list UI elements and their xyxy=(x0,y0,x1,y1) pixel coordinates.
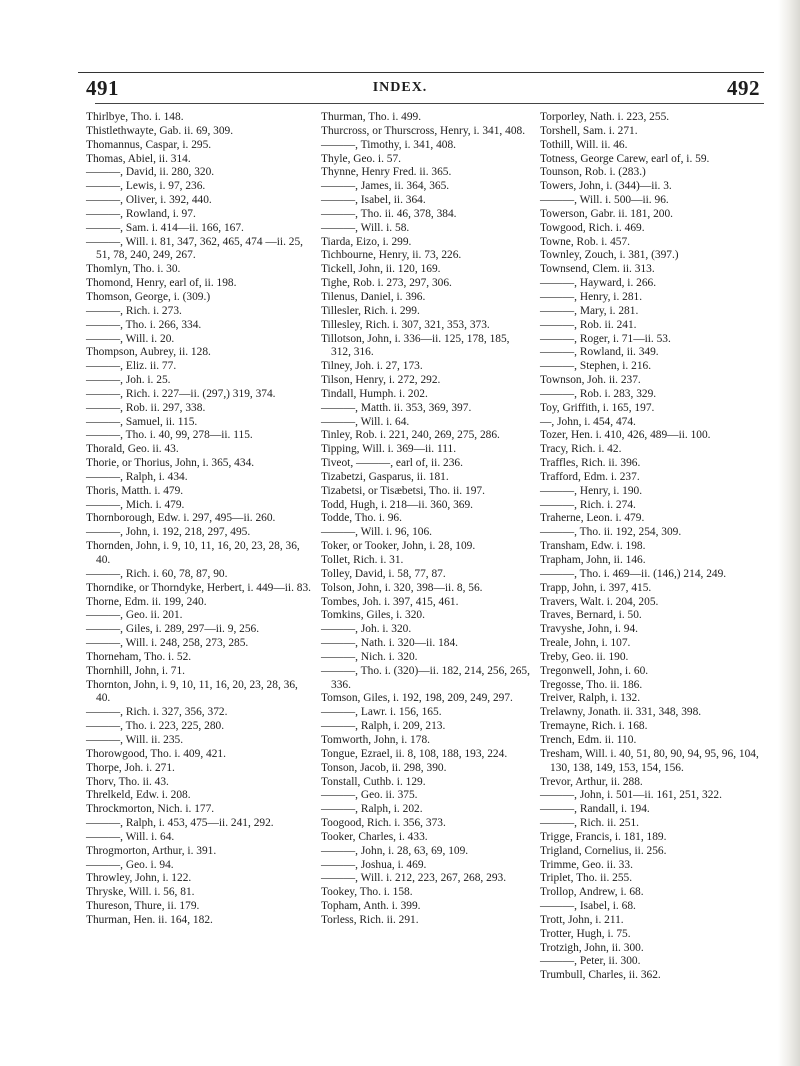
index-entry: ———, Rich. ii. 251. xyxy=(540,817,640,830)
index-entry: ———, John, i. 501—ii. 161, 251, 322. xyxy=(540,789,722,802)
index-entry: ———, Will. i. 20. xyxy=(86,332,175,345)
index-entry: ———, Henry, i. 190. xyxy=(540,484,643,497)
index-entry: Trench, Edm. ii. 110. xyxy=(540,733,637,746)
index-entry: Towers, John, i. (344)—ii. 3. xyxy=(540,180,672,193)
index-entry: Trott, John, i. 211. xyxy=(540,913,624,926)
index-entry: ———, John, i. 28, 63, 69, 109. xyxy=(321,844,469,857)
index-entry: Treby, Geo. ii. 190. xyxy=(540,650,629,663)
index-entry: ———, Tho. i. 469—ii. (146,) 214, 249. xyxy=(540,567,727,580)
index-entry: ———, Will. i. 212, 223, 267, 268, 293. xyxy=(321,872,507,885)
index-entry: Tilenus, Daniel, i. 396. xyxy=(321,290,426,303)
index-entry: Tolley, David, i. 58, 77, 87. xyxy=(321,567,446,580)
index-entry: Thomson, George, i. (309.) xyxy=(86,290,211,303)
index-entry: ———, Nath. i. 320—ii. 184. xyxy=(321,637,458,650)
right-page-number: 492 xyxy=(727,76,760,100)
index-entry: Tilson, Henry, i. 272, 292. xyxy=(321,374,441,387)
index-entry: ———, Geo. i. 94. xyxy=(86,858,174,871)
index-entry: Thomannus, Caspar, i. 295. xyxy=(86,138,212,151)
index-entry: ———, Mary, i. 281. xyxy=(540,304,639,317)
index-entry: Thomlyn, Tho. i. 30. xyxy=(86,263,181,276)
index-column-3 xyxy=(540,111,770,983)
index-entry: Tiveot, ———, earl of, ii. 236. xyxy=(321,457,463,470)
page-title: INDEX. xyxy=(372,80,428,95)
index-entry: Tolson, John, i. 320, 398—ii. 8, 56. xyxy=(321,581,483,594)
index-entry: Thornborough, Edw. i. 297, 495—ii. 260. xyxy=(86,512,276,525)
index-entry: ———, Will. i. 64. xyxy=(321,415,410,428)
index-entry: Treale, John, i. 107. xyxy=(540,637,631,650)
index-entry: ———, Joh. i. 320. xyxy=(321,623,412,636)
index-entry: ———, Hayward, i. 266. xyxy=(540,277,657,290)
index-entry: ———, Tho. ii. 192, 254, 309. xyxy=(540,526,682,539)
index-entry: Tillesley, Rich. i. 307, 321, 353, 373. xyxy=(321,318,490,331)
index-entry: Tremayne, Rich. i. 168. xyxy=(540,720,648,733)
index-entry: ———, Geo. ii. 201. xyxy=(86,609,183,622)
index-entry: ———, Roger, i. 71—ii. 53. xyxy=(540,332,671,345)
index-entry: —, John, i. 454, 474. xyxy=(540,415,636,428)
index-entry: ———, Samuel, ii. 115. xyxy=(86,415,198,428)
header-rule xyxy=(95,103,764,104)
index-entry: ———, James, ii. 364, 365. xyxy=(321,180,450,193)
index-entry: Threlkeld, Edw. i. 208. xyxy=(86,789,191,802)
index-entry: Traffles, Rich. ii. 396. xyxy=(540,457,641,470)
index-entry: Trapham, John, ii. 146. xyxy=(540,554,646,566)
index-entry: Thirlbye, Tho. i. 148. xyxy=(86,111,184,123)
index-entry: Totness, George Carew, earl of, i. 59. xyxy=(540,152,710,165)
index-entry: Toker, or Tooker, John, i. 28, 109. xyxy=(321,540,476,553)
index-entry: Tickell, John, ii. 120, 169. xyxy=(321,263,441,276)
index-entry: Tillesler, Rich. i. 299. xyxy=(321,304,420,317)
index-entry: Thorald, Geo. ii. 43. xyxy=(86,443,179,456)
index-entry: ———, Will. i. 64. xyxy=(86,830,175,843)
index-entry: Thynne, Henry Fred. ii. 365. xyxy=(321,166,452,179)
index-entry: ———, Lewis, i. 97, 236. xyxy=(86,180,206,193)
index-entry: Trotzigh, John, ii. 300. xyxy=(540,941,644,954)
index-entry: Trevor, Arthur, ii. 288. xyxy=(540,775,643,788)
index-entry: Throwley, John, i. 122. xyxy=(86,872,192,885)
index-entry: Thompson, Aubrey, ii. 128. xyxy=(86,346,211,359)
index-entry: Tizabetsi, or Tisæbetsi, Tho. ii. 197. xyxy=(321,484,485,497)
index-entry: Thurman, Tho. i. 499. xyxy=(321,111,422,123)
index-entry: ———, Rowland, ii. 349. xyxy=(540,346,659,359)
index-entry: Toogood, Rich. i. 356, 373. xyxy=(321,817,446,830)
index-entry: Triplet, Tho. ii. 255. xyxy=(540,872,633,885)
index-entry: Tozer, Hen. i. 410, 426, 489—ii. 100. xyxy=(540,429,711,442)
index-entry: Tomson, Giles, i. 192, 198, 209, 249, 297. xyxy=(321,692,513,705)
index-entry: Traves, Bernard, i. 50. xyxy=(540,609,642,622)
index-entry: Thureson, Thure, ii. 179. xyxy=(86,900,200,913)
index-entry: Tresham, Will. i. 40, 51, 80, 90, 94, 95, 96, 104, 130, 138, 149, 153, 154, 156. xyxy=(540,747,759,774)
index-entry: Thorowgood, Tho. i. 409, 421. xyxy=(86,747,226,760)
index-entry: Thyle, Geo. i. 57. xyxy=(321,152,402,165)
index-entry: Thorpe, Joh. i. 271. xyxy=(86,761,175,774)
index-entry: Tighe, Rob. i. 273, 297, 306. xyxy=(321,277,452,290)
index-entry: Trimme, Geo. ii. 33. xyxy=(540,858,633,871)
top-rule xyxy=(78,72,764,73)
index-entry: Trigge, Francis, i. 181, 189. xyxy=(540,830,667,843)
index-entry: Tomworth, John, i. 178. xyxy=(321,733,430,746)
index-entry: ———, Joh. i. 25. xyxy=(86,374,171,387)
index-entry: ———, Geo. ii. 375. xyxy=(321,789,418,802)
index-entry: ———, Ralph, i. 434. xyxy=(86,470,188,483)
index-entry: Thorv, Tho. ii. 43. xyxy=(86,775,169,788)
index-entry: Torless, Rich. ii. 291. xyxy=(321,913,419,926)
index-entry: Townley, Zouch, i. 381, (397.) xyxy=(540,249,679,262)
index-entry: ———, Rich. i. 273. xyxy=(86,304,182,317)
index-entry: Trelawny, Jonath. ii. 331, 348, 398. xyxy=(540,706,702,719)
index-entry: Tookey, Tho. i. 158. xyxy=(321,886,413,899)
index-entry: Tollet, Rich. i. 31. xyxy=(321,554,404,566)
index-entry: Tounson, Rob. i. (283.) xyxy=(540,166,646,179)
page-edge xyxy=(778,0,800,1066)
index-entry: Tomkins, Giles, i. 320. xyxy=(321,609,425,622)
index-entry: Throckmorton, Nich. i. 177. xyxy=(86,803,215,816)
index-entry: Transham, Edw. i. 198. xyxy=(540,540,646,553)
index-entry: Townsend, Clem. ii. 313. xyxy=(540,263,655,276)
index-column-1 xyxy=(86,111,312,928)
index-entry: ———, Sam. i. 414—ii. 166, 167. xyxy=(86,221,244,234)
index-entry: Todd, Hugh, i. 218—ii. 360, 369. xyxy=(321,498,474,511)
index-entry: Tongue, Ezrael, ii. 8, 108, 188, 193, 224. xyxy=(321,747,508,760)
index-entry: Townson, Joh. ii. 237. xyxy=(540,374,641,387)
index-entry: ———, Tho. i. (320)—ii. 182, 214, 256, 265, 336. xyxy=(321,664,530,691)
index-entry: ———, Isabel, ii. 364. xyxy=(321,194,426,207)
index-entry: Tothill, Will. ii. 46. xyxy=(540,138,628,151)
index-entry: Tregonwell, John, i. 60. xyxy=(540,664,649,677)
index-entry: ———, Rich. i. 227—ii. (297,) 319, 374. xyxy=(86,387,276,400)
index-entry: ———, Rich. i. 274. xyxy=(540,498,636,511)
index-entry: ———, Tho. i. 40, 99, 278—ii. 115. xyxy=(86,429,253,442)
index-entry: ———, Ralph, i. 453, 475—ii. 241, 292. xyxy=(86,817,274,830)
index-entry: ———, Peter, ii. 300. xyxy=(540,955,641,968)
index-entry: ———, Timothy, i. 341, 408. xyxy=(321,138,457,151)
index-entry: Todde, Tho. i. 96. xyxy=(321,512,402,525)
index-entry: Thryske, Will. i. 56, 81. xyxy=(86,886,195,899)
index-entry: ———, Giles, i. 289, 297—ii. 9, 256. xyxy=(86,623,260,636)
index-entry: Tillotson, John, i. 336—ii. 125, 178, 185, 312, 316. xyxy=(321,332,510,359)
index-entry: Thomond, Henry, earl of, ii. 198. xyxy=(86,277,237,290)
index-entry: ———, Will. i. 58. xyxy=(321,221,410,234)
index-entry: Thorie, or Thorius, John, i. 365, 434. xyxy=(86,457,255,470)
index-entry: Torshell, Sam. i. 271. xyxy=(540,124,638,137)
index-entry: ———, Rob. ii. 297, 338. xyxy=(86,401,206,414)
index-entry: ———, Rowland, i. 97. xyxy=(86,207,196,220)
index-entry: ———, Will. i. 81, 347, 362, 465, 474 —ii. 25, 51, 78, 240, 249, 267. xyxy=(86,235,304,262)
index-entry: ———, Tho. ii. 46, 378, 384. xyxy=(321,207,457,220)
index-entry: ———, Joshua, i. 469. xyxy=(321,858,427,871)
index-entry: ———, Stephen, i. 216. xyxy=(540,360,652,373)
index-entry: ———, Will. i. 248, 258, 273, 285. xyxy=(86,637,249,650)
index-entry: Trafford, Edm. i. 237. xyxy=(540,470,640,483)
index-entry: ———, Mich. i. 479. xyxy=(86,498,185,511)
index-entry: Tonson, Jacob, ii. 298, 390. xyxy=(321,761,447,774)
index-entry: ———, Matth. ii. 353, 369, 397. xyxy=(321,401,472,414)
index-entry: ———, Tho. i. 223, 225, 280. xyxy=(86,720,225,733)
index-entry: Torporley, Nath. i. 223, 255. xyxy=(540,111,670,123)
index-entry: Towgood, Rich. i. 469. xyxy=(540,221,645,234)
index-entry: ———, John, i. 192, 218, 297, 495. xyxy=(86,526,251,539)
index-entry: Tracy, Rich. i. 42. xyxy=(540,443,622,456)
index-entry: Thurcross, or Thurscross, Henry, i. 341, 408. xyxy=(321,124,526,137)
index-entry: Topham, Anth. i. 399. xyxy=(321,900,421,913)
index-entry: Tichbourne, Henry, ii. 73, 226. xyxy=(321,249,462,262)
index-entry: Thorne, Edm. ii. 199, 240. xyxy=(86,595,207,608)
index-entry: Thomas, Abiel, ii. 314. xyxy=(86,152,191,165)
index-entry: ———, Rob. ii. 241. xyxy=(540,318,637,331)
index-entry: ———, Isabel, i. 68. xyxy=(540,900,636,913)
index-column-2 xyxy=(321,111,531,928)
index-entry: ———, Rob. i. 283, 329. xyxy=(540,387,657,400)
index-entry: ———, Ralph, i. 209, 213. xyxy=(321,720,446,733)
index-entry: Trotter, Hugh, i. 75. xyxy=(540,927,631,940)
index-entry: Tombes, Joh. i. 397, 415, 461. xyxy=(321,595,459,608)
left-page-number: 491 xyxy=(86,76,119,100)
index-entry: Tipping, Will. i. 369—ii. 111. xyxy=(321,443,457,456)
index-entry: ———, Randall, i. 194. xyxy=(540,803,650,816)
index-entry: Trumbull, Charles, ii. 362. xyxy=(540,969,661,982)
index-entry: ———, Rich. i. 327, 356, 372. xyxy=(86,706,228,719)
index-entry: Thistlethwayte, Gab. ii. 69, 309. xyxy=(86,124,234,137)
index-entry: ———, Will. i. 500—ii. 96. xyxy=(540,194,669,207)
index-entry: ———, Rich. i. 60, 78, 87, 90. xyxy=(86,567,228,580)
index-entry: Throgmorton, Arthur, i. 391. xyxy=(86,844,217,857)
index-entry: ———, Lawr. i. 156, 165. xyxy=(321,706,442,719)
index-entry: Tregosse, Tho. ii. 186. xyxy=(540,678,643,691)
index-entry: ———, David, ii. 280, 320. xyxy=(86,166,215,179)
index-entry: Tonstall, Cuthb. i. 129. xyxy=(321,775,426,788)
index-entry: Traherne, Leon. i. 479. xyxy=(540,512,645,525)
index-entry: ———, Will. ii. 235. xyxy=(86,733,184,746)
index-entry: Thorneham, Tho. i. 52. xyxy=(86,650,192,663)
index-entry: Towerson, Gabr. ii. 181, 200. xyxy=(540,207,674,220)
index-entry: Thornhill, John, i. 71. xyxy=(86,664,186,677)
index-entry: Thornden, John, i. 9, 10, 11, 16, 20, 23, 28, 36, 40. xyxy=(86,540,300,566)
index-entry: Travers, Walt. i. 204, 205. xyxy=(540,595,659,608)
index-entry: ———, Henry, i. 281. xyxy=(540,290,643,303)
index-entry: ———, Oliver, i. 392, 440. xyxy=(86,194,212,207)
index-entry: ———, Nich. i. 320. xyxy=(321,650,418,663)
index-entry: Thurman, Hen. ii. 164, 182. xyxy=(86,913,213,926)
index-entry: Trapp, John, i. 397, 415. xyxy=(540,581,652,594)
index-entry: Travyshe, John, i. 94. xyxy=(540,623,638,636)
index-entry: Trigland, Cornelius, ii. 256. xyxy=(540,844,667,857)
index-entry: ———, Eliz. ii. 77. xyxy=(86,360,177,373)
index-entry: ———, Will. i. 96, 106. xyxy=(321,526,433,539)
index-entry: Toy, Griffith, i. 165, 197. xyxy=(540,401,655,414)
index-entry: ———, Ralph, i. 202. xyxy=(321,803,423,816)
index-entry: Towne, Rob. i. 457. xyxy=(540,235,631,248)
index-entry: ———, Tho. i. 266, 334. xyxy=(86,318,202,331)
index-entry: Trollop, Andrew, i. 68. xyxy=(540,886,644,899)
index-entry: Thoris, Matth. i. 479. xyxy=(86,484,184,497)
index-entry: Tizabetzi, Gasparus, ii. 181. xyxy=(321,470,449,483)
index-entry: Thornton, John, i. 9, 10, 11, 16, 20, 23, 28, 36, 40. xyxy=(86,678,298,705)
index-entry: Tilney, Joh. i. 27, 173. xyxy=(321,360,423,373)
index-entry: Tindall, Humph. i. 202. xyxy=(321,387,428,400)
index-entry: Tooker, Charles, i. 433. xyxy=(321,830,428,843)
index-entry: Tinley, Rob. i. 221, 240, 269, 275, 286. xyxy=(321,429,500,442)
index-entry: Tiarda, Eizo, i. 299. xyxy=(321,235,412,248)
index-entry: Thorndike, or Thorndyke, Herbert, i. 449—ii. 83. xyxy=(86,581,312,594)
index-entry: Treiver, Ralph, i. 132. xyxy=(540,692,641,705)
